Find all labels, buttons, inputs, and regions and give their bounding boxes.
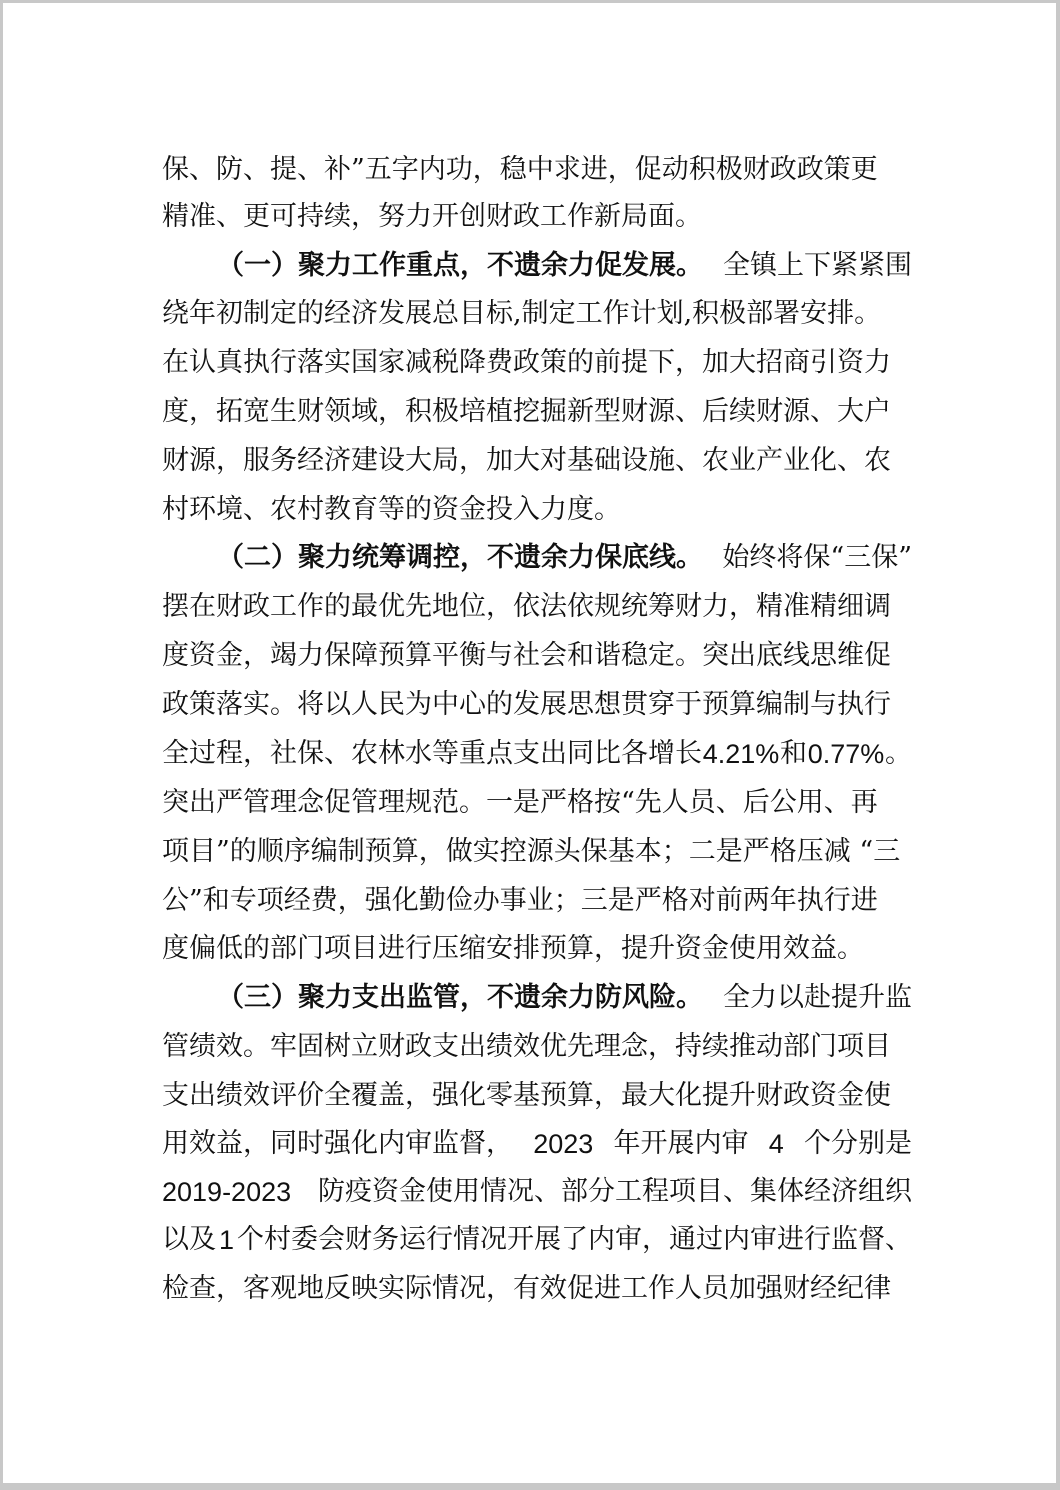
text-segment: 在认真执行落实国家减税降费政策的前提下，加大招商引资力 xyxy=(162,347,891,378)
text-segment: 个分别是 xyxy=(803,1128,912,1159)
text-segment: 支出绩效评价全覆盖，强化零基预算，最大化提升财政资金使 xyxy=(162,1080,891,1111)
text-segment: 突出严管理念促管理规范。一是严格按“先人员、后公用、再 xyxy=(162,787,878,818)
text-line xyxy=(162,685,912,725)
text-line xyxy=(162,1124,912,1164)
text-segment: 公”和专项经费，强化勤俭办事业；三是严格对前两年执行进 xyxy=(162,885,878,916)
text-segment: 和 xyxy=(780,738,807,769)
number-value: 2019-2023 xyxy=(162,1177,292,1207)
text-segment: 度资金，竭力保障预算平衡与社会和谐稳定。突出底线思维促 xyxy=(162,640,891,671)
text-line xyxy=(217,978,912,1018)
document-page xyxy=(3,3,1056,1483)
text-segment: 精准、更可持续，努力开创财政工作新局面。 xyxy=(162,201,702,232)
text-segment: 个村委会财务运行情况开展了内审，通过内审进行监督、 xyxy=(237,1224,912,1255)
section-heading-2: （二）聚力统筹调控，不遗余力保底线。 xyxy=(217,542,703,573)
text-line xyxy=(162,881,912,921)
text-segment: 绕年初制定的经济发展总目标,制定工作计划,积极部署安排。 xyxy=(162,298,882,329)
text-line xyxy=(162,490,912,530)
number-value: 0.77% xyxy=(807,739,885,769)
text-segment: 政策落实。将以人民为中心的发展思想贯穿于预算编制与执行 xyxy=(162,689,891,720)
text-segment: 管绩效。牢固树立财政支出绩效优先理念，持续推动部门项目 xyxy=(162,1031,891,1062)
text-line xyxy=(162,636,912,676)
text-line xyxy=(162,441,912,481)
number-value: 4 xyxy=(768,1129,784,1159)
text-segment: 用效益，同时强化内审监督， xyxy=(162,1128,513,1159)
text-segment: 度，拓宽生财领域，积极培植挖掘新型财源、后续财源、大户 xyxy=(162,396,891,427)
text-segment: 防疫资金使用情况、部分工程项目、集体经济组织 xyxy=(318,1176,912,1207)
text-line xyxy=(162,1172,912,1212)
text-segment: 检查，客观地反映实际情况，有效促进工作人员加强财经纪律 xyxy=(162,1273,891,1304)
text-segment: 保、防、提、补”五字内功，稳中求进，促动积极财政政策更 xyxy=(162,154,878,185)
text-line xyxy=(162,343,912,383)
text-line xyxy=(162,783,912,823)
text-line xyxy=(162,1076,912,1116)
text-segment: 摆在财政工作的最优先地位，依法依规统筹财力，精准精细调 xyxy=(162,591,891,622)
number-value: 2023 xyxy=(533,1129,594,1159)
text-segment: 村环境、农村教育等的资金投入力度。 xyxy=(162,494,621,525)
number-value: 1 xyxy=(218,1225,235,1255)
text-segment: 以及 xyxy=(162,1224,216,1255)
text-segment: 始终将保“三保” xyxy=(722,542,912,573)
text-line xyxy=(162,197,912,237)
text-line xyxy=(162,734,912,774)
number-value: 4.21% xyxy=(702,739,780,769)
text-segment: 全镇上下紧紧围 xyxy=(723,250,912,281)
text-segment: 度偏低的部门项目进行压缩安排预算，提升资金使用效益。 xyxy=(162,933,864,964)
text-segment: 项目”的顺序编制预算，做实控源头保基本；二是严格压减 “三 xyxy=(162,836,901,867)
section-heading-3: （三）聚力支出监管，不遗余力防风险。 xyxy=(217,982,703,1013)
text-line xyxy=(162,150,912,190)
text-line xyxy=(162,832,912,872)
text-line xyxy=(162,1027,912,1067)
section-heading-1: （一）聚力工作重点，不遗余力促发展。 xyxy=(217,250,703,281)
text-segment: 财源，服务经济建设大局，加大对基础设施、农业产业化、农 xyxy=(162,445,891,476)
text-segment: 年开展内审 xyxy=(613,1128,749,1159)
text-line xyxy=(217,246,912,286)
text-line xyxy=(162,929,912,969)
text-line xyxy=(162,392,912,432)
text-line xyxy=(162,1269,912,1309)
text-line xyxy=(162,587,912,627)
text-line xyxy=(162,1220,912,1260)
text-line xyxy=(162,294,912,334)
text-line xyxy=(217,538,912,578)
text-segment: 。 xyxy=(885,738,912,769)
text-segment: 全过程，社保、农林水等重点支出同比各增长 xyxy=(162,738,702,769)
text-segment: 全力以赴提升监 xyxy=(723,982,912,1013)
